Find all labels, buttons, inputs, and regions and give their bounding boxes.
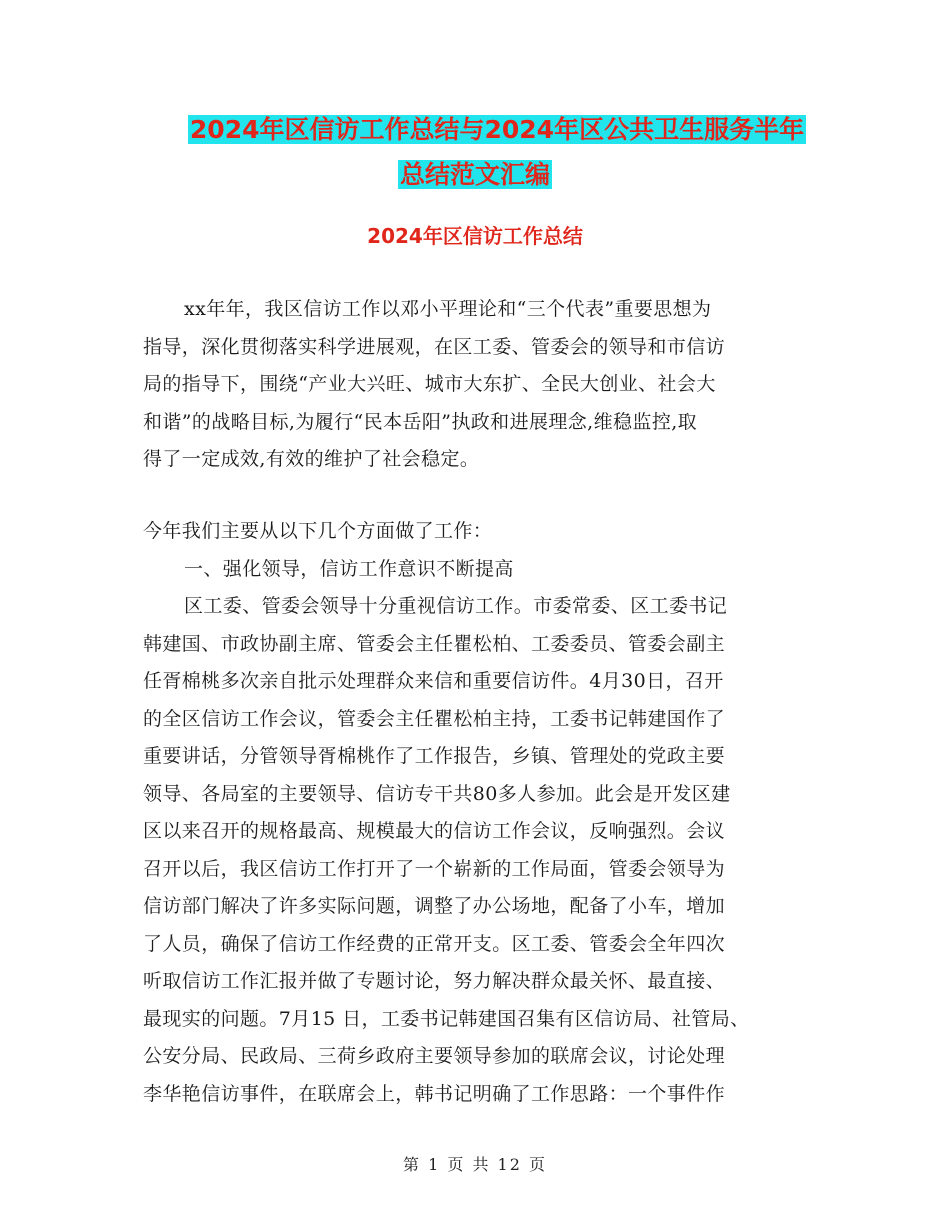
intro-block: [143, 513, 823, 588]
paragraph-line: 得了一定成效,有效的维护了社会稳定。: [143, 448, 480, 470]
paragraph-line: 领导、各局室的主要领导、信访专干共80多人参加。此会是开发区建: [143, 782, 731, 805]
paragraph-line: 重要讲话，分管领导胥棉桃作了工作报告，乡镇、管理处的党政主要: [143, 745, 726, 767]
page-footer: 第 1 页 共 12 页: [403, 1155, 547, 1174]
intro-line: 今年我们主要从以下几个方面做了工作：: [143, 520, 493, 542]
document-title-line-1: [22, 111, 950, 149]
paragraph-line: 任胥棉桃多次亲自批示处理群众来信和重要信访件。4月30日，召开: [143, 670, 724, 692]
paragraph-line: 信访部门解决了许多实际问题，调整了办公场地，配备了小车，增加: [143, 895, 726, 917]
document-title-line-2: [0, 156, 950, 194]
paragraph-line: xx年年，我区信访工作以邓小平理论和“三个代表”重要思想为: [184, 298, 712, 320]
paragraph-line: 区工委、管委会领导十分重视信访工作。市委常委、区工委书记: [184, 595, 728, 617]
paragraph-line: 公安分局、民政局、三荷乡政府主要领导参加的联席会议，讨论处理: [143, 1045, 726, 1067]
paragraph-line: 了人员，确保了信访工作经费的正常开支。区工委、管委会全年四次: [143, 932, 726, 955]
paragraph-1: [143, 291, 823, 479]
paragraph-line: 李华艳信访事件，在联席会上，韩书记明确了工作思路：一个事件作: [143, 1082, 726, 1105]
section-heading-1: 一、强化领导，信访工作意识不断提高: [184, 557, 514, 580]
document-title-text-2: 总结范文汇编: [399, 160, 550, 189]
section-title: 2024年区信访工作总结: [367, 224, 583, 248]
paragraph-line: 指导，深化贯彻落实科学进展观，在区工委、管委会的领导和市信访: [143, 335, 726, 358]
paragraph-line: 局的指导下，围绕“产业大兴旺、城市大东扩、全民大创业、社会大: [143, 373, 716, 395]
paragraph-line: 区以来召开的规格最高、规模最大的信访工作会议，反响强烈。会议: [143, 820, 726, 842]
paragraph-line: 的全区信访工作会议，管委会主任瞿松柏主持，工委书记韩建国作了: [143, 707, 726, 730]
paragraph-line: 听取信访工作汇报并做了专题讨论，努力解决群众最关怀、最直接、: [143, 970, 726, 992]
paragraph-line: 和谐”的战略目标,为履行“民本岳阳”执政和进展理念,维稳监控,取: [143, 410, 698, 433]
paragraph-line: 韩建国、市政协副主席、管委会主任瞿松柏、工委委员、管委会副主: [143, 632, 726, 655]
paragraph-line: 召开以后，我区信访工作打开了一个崭新的工作局面，管委会领导为: [143, 857, 726, 880]
paragraph-line: 最现实的问题。7月15 日，工委书记韩建国召集有区信访局、社管局、: [143, 1007, 750, 1030]
paragraph-2: [143, 588, 823, 1113]
document-title-text-1: 2024年区信访工作总结与2024年区公共卫生服务半年: [189, 115, 805, 144]
